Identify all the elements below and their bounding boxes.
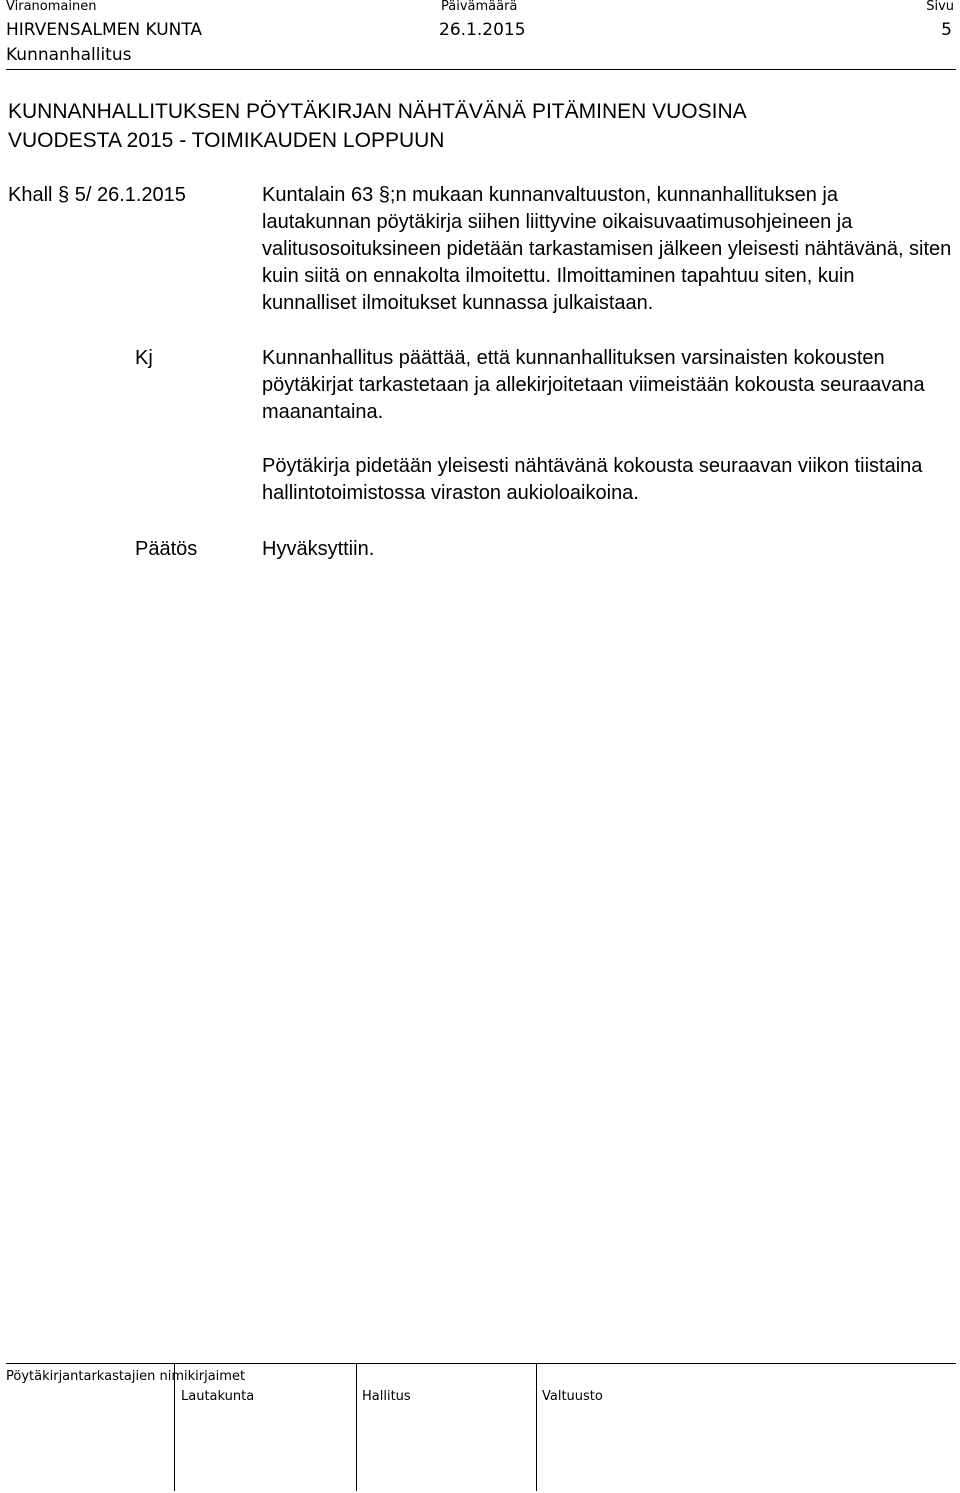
header-page-label: Sivu: [926, 0, 954, 14]
decision-label: Päätös: [135, 538, 198, 560]
decision-text: Hyväksyttiin.: [262, 538, 375, 560]
case-reference: Khall § 5/ 26.1.2015: [8, 184, 186, 206]
footer-column-divider: [356, 1363, 357, 1491]
proposal-paragraph-2: Pöytäkirja pidetään yleisesti nähtävänä kokousta seuraavan viikon tiistaina hallintotoimistossa viraston aukioloaikoina.: [262, 455, 923, 504]
footer-column-lautakunta: Lautakunta: [181, 1389, 255, 1404]
proposal-paragraph-1: Kunnanhallitus päättää, että kunnanhallituksen varsinaisten kokousten pöytäkirjat tarkastetaan ja allekirjoitetaan viimeistään kokousta seuraavana maanantaina.: [262, 347, 925, 423]
footer-column-divider: [174, 1363, 175, 1491]
decision-block: [262, 536, 952, 563]
header-date: 26.1.2015: [439, 20, 526, 40]
proposal-block: [262, 345, 952, 507]
section-title: [8, 97, 908, 155]
case-intro: [262, 182, 952, 317]
header-authority: HIRVENSALMEN KUNTA: [6, 20, 203, 40]
footer-column-hallitus: Hallitus: [362, 1389, 411, 1404]
case-intro-text: Kuntalain 63 §;n mukaan kunnanvaltuuston, kunnanhallituksen ja lautakunnan pöytäkirja siihen liittyvine oikaisuvaatimusohjeineen ja valitusosoituksineen pidetään tarkastamisen jälkeen yleisesti nähtävänä, siten kuin siitä on ennakolta ilmoitettu. Ilmoittaminen tapahtuu siten, kuin kunnalliset ilmoitukset kunnassa julkaistaan.: [262, 184, 952, 314]
header-authority-label: Viranomainen: [6, 0, 97, 14]
header-divider: [6, 69, 956, 70]
footer-title: Pöytäkirjantarkastajien nimikirjaimet: [6, 1369, 246, 1384]
proposal-label: Kj: [135, 347, 153, 369]
header-page-number: 5: [941, 20, 952, 40]
section-title-line1: KUNNANHALLITUKSEN PÖYTÄKIRJAN NÄHTÄVÄNÄ PITÄMINEN VUOSINA: [8, 100, 747, 123]
footer-divider: [6, 1363, 956, 1364]
footer-column-divider: [536, 1363, 537, 1491]
footer-column-valtuusto: Valtuusto: [542, 1389, 603, 1404]
header-body: Kunnanhallitus: [6, 45, 132, 65]
section-title-line2: VUODESTA 2015 - TOIMIKAUDEN LOPPUUN: [8, 129, 445, 152]
header-date-label: Päivämäärä: [441, 0, 518, 14]
